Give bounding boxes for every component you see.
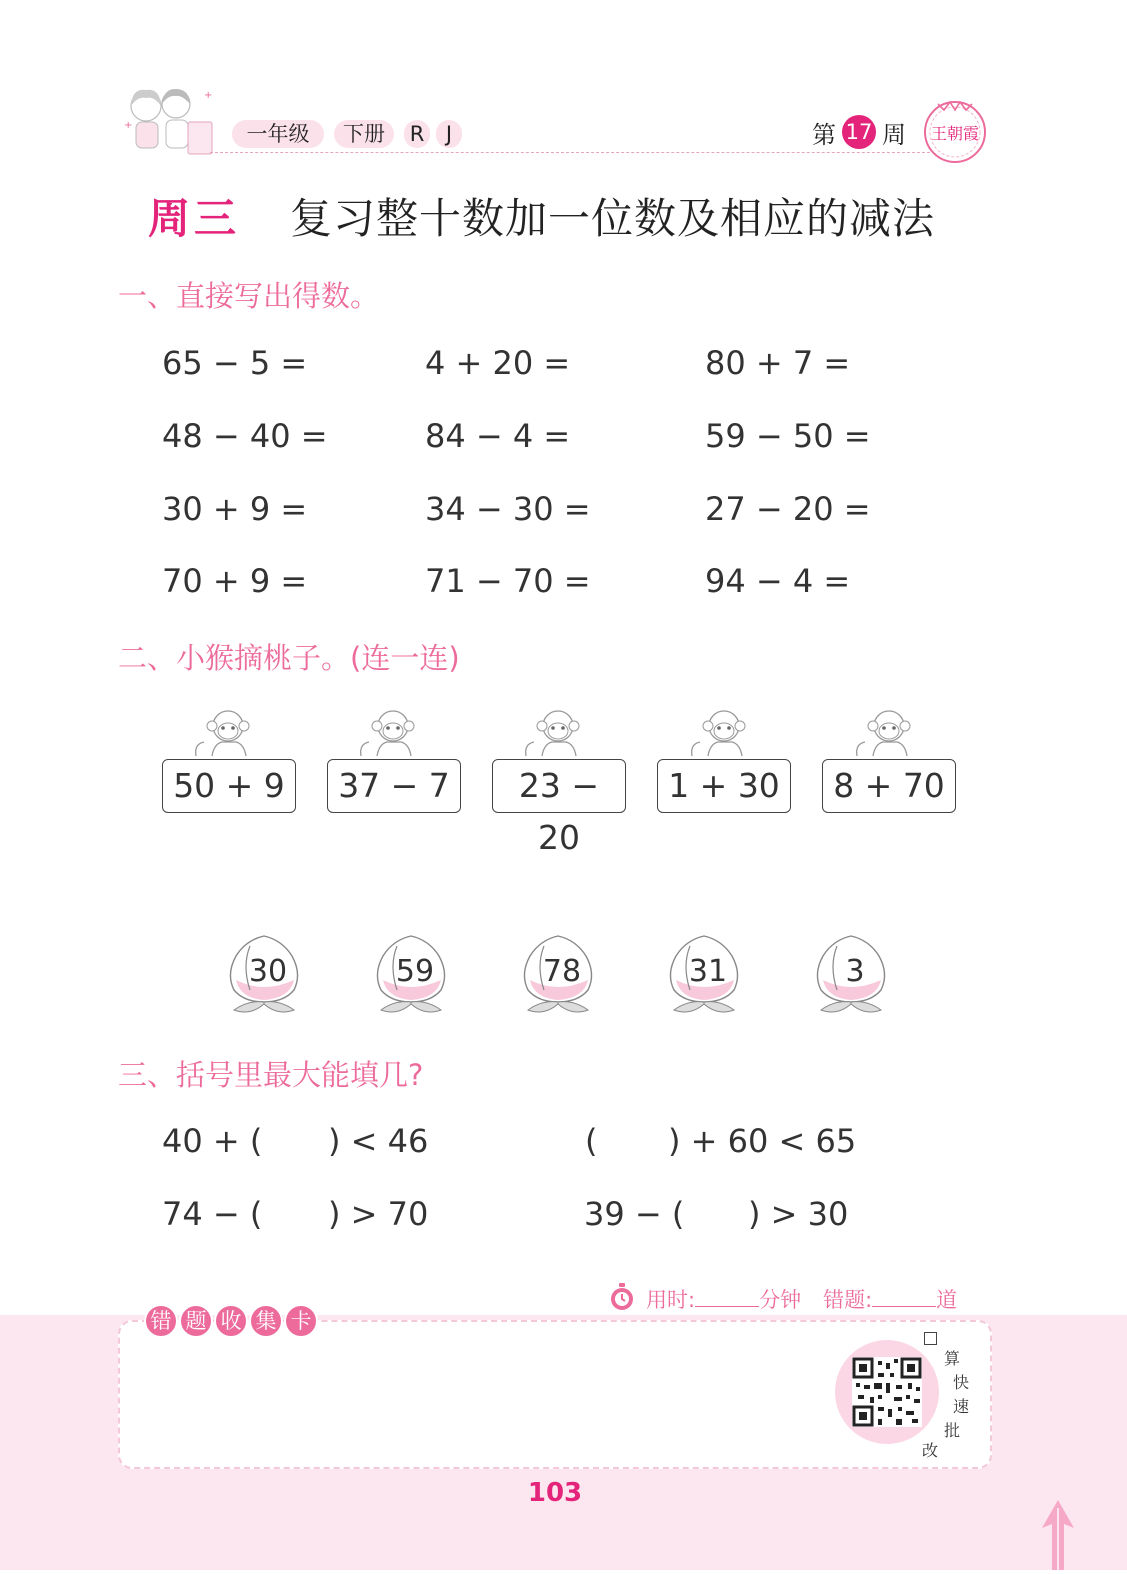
peach-number: 3 — [845, 954, 865, 989]
side-text-char: 算 — [944, 1349, 961, 1368]
peach-target[interactable] — [664, 930, 744, 1016]
errors-unit: 道 — [936, 1288, 958, 1312]
equation-r2c3: 59 − 50 = — [705, 417, 871, 455]
equation-r1c2: 4 + 20 = — [425, 344, 571, 382]
equation-r2c1: 48 − 40 = — [162, 417, 328, 455]
errors-label: 错题: — [823, 1288, 873, 1312]
equation-r3c1: 30 + 9 = — [162, 490, 308, 528]
stamp-text: 王朝霞 — [930, 124, 979, 143]
grade-label: 一年级 — [232, 120, 324, 148]
equation-r1c1: 65 − 5 = — [162, 344, 308, 382]
week-prefix: 第 — [812, 120, 836, 149]
inequality-left-part: 40 + ( — [162, 1122, 263, 1160]
monkey-icon — [357, 704, 421, 764]
inequality-left-part: 74 − ( — [162, 1195, 263, 1233]
monkey-icon — [853, 704, 917, 764]
section-3-heading: 三、括号里最大能填几? — [118, 1058, 424, 1092]
error-card-title — [144, 1304, 319, 1338]
inequality-right-part: ) > 70 — [328, 1195, 429, 1233]
time-blank[interactable] — [695, 1286, 759, 1307]
checkbox-icon[interactable] — [924, 1332, 937, 1345]
monkey-expression-box[interactable]: 37 − 7 — [327, 759, 461, 813]
peach-target[interactable] — [518, 930, 598, 1016]
card-title-char: 收 — [214, 1304, 248, 1338]
equation-r4c2: 71 − 70 = — [425, 562, 591, 600]
kids-illustration — [118, 78, 218, 158]
inequality-right-part: ) > 30 — [748, 1195, 849, 1233]
peach-number: 59 — [395, 954, 435, 989]
up-arrow-icon — [1040, 1498, 1076, 1574]
week-suffix: 周 — [882, 120, 906, 149]
svg-text:+: + — [124, 120, 133, 131]
monkey-icon — [522, 704, 586, 764]
header-divider — [210, 152, 930, 153]
card-title-char: 错 — [144, 1304, 178, 1338]
card-title-char: 卡 — [284, 1304, 318, 1338]
week-number-badge: 17 — [842, 115, 876, 149]
monkey-icon — [192, 704, 256, 764]
equation-r4c3: 94 − 4 = — [705, 562, 851, 600]
monkey-expression-box[interactable]: 8 + 70 — [822, 759, 956, 813]
inequality-right-part: ) + 60 < 65 — [668, 1122, 857, 1160]
time-errors-record — [646, 1284, 957, 1314]
time-unit: 分钟 — [759, 1288, 802, 1312]
time-label: 用时: — [646, 1288, 696, 1312]
equation-r1c3: 80 + 7 = — [705, 344, 851, 382]
peach-target[interactable] — [811, 930, 891, 1016]
monkey-expression-box[interactable]: 1 + 30 — [657, 759, 791, 813]
edition-r-label: R — [404, 120, 430, 148]
timer-icon — [608, 1282, 636, 1316]
monkey-expression-box[interactable]: 50 + 9 — [162, 759, 296, 813]
svg-text:+: + — [204, 90, 213, 101]
answer-blank[interactable] — [682, 1197, 746, 1235]
errors-blank[interactable] — [872, 1286, 936, 1307]
equation-r3c2: 34 − 30 = — [425, 490, 591, 528]
peach-number: 31 — [688, 954, 728, 989]
card-title-char: 题 — [179, 1304, 213, 1338]
inequality-right-part: ) < 46 — [328, 1122, 429, 1160]
qr-code[interactable] — [852, 1357, 922, 1427]
monkey-expression-box[interactable]: 23 − 20 — [492, 759, 626, 813]
week-indicator — [812, 114, 906, 150]
inequality-left-part: ( — [585, 1122, 598, 1160]
section-1-heading: 一、直接写出得数。 — [118, 279, 380, 313]
peach-number: 30 — [248, 954, 288, 989]
equation-r4c1: 70 + 9 = — [162, 562, 308, 600]
equation-r3c3: 27 − 20 = — [705, 490, 871, 528]
side-text-char: 批 — [944, 1421, 961, 1440]
answer-blank[interactable] — [602, 1124, 666, 1162]
section-2-heading: 二、小猴摘桃子。(连一连) — [118, 641, 460, 675]
card-title-char: 集 — [249, 1304, 283, 1338]
monkey-icon — [688, 704, 752, 764]
title-day: 周三 — [148, 194, 241, 243]
answer-blank[interactable] — [262, 1197, 326, 1235]
page-number: 103 — [527, 1478, 583, 1508]
side-text-char: 改 — [922, 1441, 939, 1460]
side-text-char: 速 — [953, 1397, 970, 1416]
side-text-char: 快 — [953, 1373, 970, 1392]
page-title: 复习整十数加一位数及相应的减法 — [290, 194, 936, 243]
equation-r2c2: 84 − 4 = — [425, 417, 571, 455]
edition-j-label: J — [436, 120, 462, 148]
peach-number: 78 — [542, 954, 582, 989]
volume-label: 下册 — [334, 120, 394, 148]
peach-target[interactable] — [371, 930, 451, 1016]
peach-target[interactable] — [224, 930, 304, 1016]
author-stamp — [920, 96, 990, 166]
answer-blank[interactable] — [262, 1124, 326, 1162]
inequality-left-part: 39 − ( — [584, 1195, 685, 1233]
